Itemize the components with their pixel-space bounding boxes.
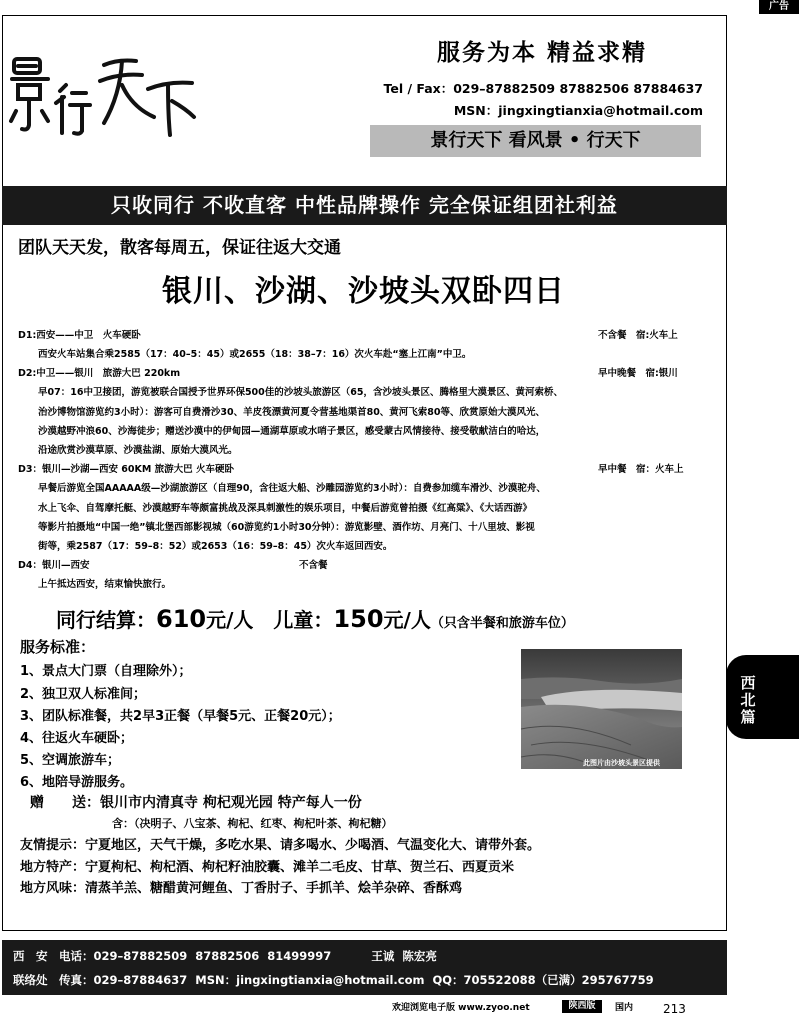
tel-fax: Tel / Fax：029–87882509 87882506 87884637 xyxy=(383,81,703,96)
price-unit-child: 元/人 xyxy=(383,608,431,632)
gift-line: 赠 送：银川市内清真寺 枸杞观光园 特产每人一份 xyxy=(30,795,362,811)
day3-line3: 等影片拍摄地“中国一绝”镇北堡西部影视城（60游览约1小时30分钟）：游览影壁、酒作坊、月亮门、十八里坡、影视 xyxy=(38,522,535,533)
standard-item: 4、往返火车硬卧； xyxy=(20,731,134,746)
ad-tag: 广告 xyxy=(759,0,799,14)
day4-meals: 不含餐 xyxy=(299,560,328,571)
photo-caption: 此图片由沙坡头景区提供 xyxy=(583,759,660,767)
standard-item: 1、景点大门票（自理除外）； xyxy=(20,664,192,679)
child-price: 150 xyxy=(333,605,384,633)
website-note: 欢迎浏览电子版 www.zyoo.net xyxy=(392,1003,530,1013)
edition-badge: 陕西版 xyxy=(562,1000,602,1013)
day3-line2: 水上飞伞、自驾摩托艇、沙漠越野车等颇富挑战及深具刺激性的娱乐项目，中餐后游览曾拍摄《红高粱》、《大话西游》 xyxy=(38,503,533,514)
price-unit-adult: 元/人 儿童： xyxy=(206,608,334,632)
jingxing-tianxia-logo xyxy=(8,45,198,137)
route-title: 银川、沙湖、沙坡头双卧四日 xyxy=(162,274,565,309)
day2-header: D2:中卫——银川 旅游大巴 220km xyxy=(18,368,181,379)
price-note: （只含半餐和旅游车位） xyxy=(430,616,574,631)
friendly-tip: 友情提示：宁夏地区，天气干燥，多吃水果、请多喝水、少喝酒、气温变化大、请带外套。 xyxy=(20,838,541,853)
adult-price: 610 xyxy=(156,605,207,633)
standards-title: 服务标准： xyxy=(20,638,96,656)
standard-item: 5、空调旅游车； xyxy=(20,753,121,768)
day2-meals: 早中晚餐 宿:银川 xyxy=(598,368,678,379)
standard-item: 3、团队标准餐，共2早3正餐（早餐5元、正餐20元）； xyxy=(20,709,341,724)
day2-line1: 早07：16中卫接团，游览被联合国授予世界环保500佳的沙坡头旅游区（65，含沙坡头景区、腾格里大漠景区、黄河索桥、 xyxy=(38,387,563,398)
standard-item: 2、独卫双人标准间； xyxy=(20,687,147,702)
day2-line2: 治沙博物馆游览约3小时）：游客可自费滑沙30、羊皮筏漂黄河夏令营基地渠首80、黄河飞索80等、欣赏原始大漠风光、 xyxy=(38,407,546,418)
day2-line3: 沙漠越野冲浪60、沙海徒步；赠送沙漠中的伊甸园—通湖草原或水哨子景区，感受蒙古风情接待、接受敬献洁白的哈达， xyxy=(38,426,546,437)
contact-footer xyxy=(2,940,727,995)
day1-header: D1:西安——中卫 火车硬卧 xyxy=(18,330,141,341)
local-specialties: 地方特产：宁夏枸杞、枸杞酒、枸杞籽油胶囊、滩羊二毛皮、甘草、贺兰石、西夏贡米 xyxy=(20,860,515,875)
region-side-tab-label: 西北篇 xyxy=(740,674,756,726)
day3-header: D3：银川—沙湖—西安 60KM 旅游大巴 火车硬卧 xyxy=(18,464,234,475)
day3-line1: 早餐后游览全国AAAAA级—沙湖旅游区（自理90，含往返大船、沙雕园游览约3小时）：自费参加缆车滑沙、沙漠驼舟、 xyxy=(38,483,546,494)
footer-phone-row: 西 安 电话：029–87882509 87882506 81499997 王诚 陈宏亮 xyxy=(13,949,437,963)
price-line xyxy=(56,604,574,633)
day2-line4: 沿途欣赏沙漠草原、沙漠盐湖、原始大漠风光。 xyxy=(38,445,238,456)
slogan: 服务为本 精益求精 xyxy=(437,40,648,66)
page-number: 213 xyxy=(663,1002,686,1016)
msn-contact: MSN：jingxingtianxia@hotmail.com xyxy=(453,103,703,118)
local-flavors: 地方风味：清蒸羊羔、糖醋黄河鲤鱼、丁香肘子、手抓羊、烩羊杂碎、香酥鸡 xyxy=(20,881,463,896)
standard-item: 6、地陪导游服务。 xyxy=(20,775,134,790)
day4-body: 上午抵达西安，结束愉快旅行。 xyxy=(38,579,172,590)
day3-meals: 早中餐 宿：火车上 xyxy=(598,464,684,475)
price-label: 同行结算： xyxy=(56,608,156,632)
gift-contents: 含：（决明子、八宝茶、枸杞、红枣、枸杞叶茶、枸杞糖） xyxy=(112,817,393,830)
desert-photo xyxy=(521,649,682,769)
brand-banner: 景行天下 看风景 • 行天下 xyxy=(370,125,701,157)
section-label: 国内 xyxy=(615,1003,634,1013)
footer-fax-row: 联络处 传真：029–87884637 MSN：jingxingtianxia@hotmail.com QQ：705522088（已满）295767759 xyxy=(13,973,654,987)
day3-line4: 街等，乘2587（17：59–8：52）或2653（16：59–8：45）次火车返回西安。 xyxy=(38,541,393,552)
day1-meals: 不含餐 宿:火车上 xyxy=(598,330,678,341)
day4-header: D4：银川—西安 xyxy=(18,560,90,571)
departure-note: 团队天天发，散客每周五，保证往返大交通 xyxy=(18,238,341,258)
peer-only-banner: 只收同行 不收直客 中性品牌操作 完全保证组团社利益 xyxy=(2,186,727,225)
day1-body: 西安火车站集合乘2585（17：40–5：45）或2655（18：38–7：16）次火车赴“塞上江南”中卫。 xyxy=(38,349,472,360)
